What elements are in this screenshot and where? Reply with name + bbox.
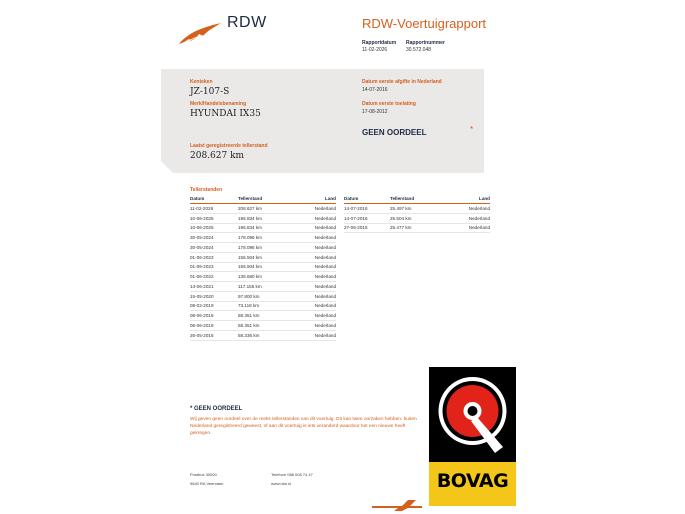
table-header-row bbox=[344, 195, 490, 204]
column-header-odometer: Tellerstand bbox=[390, 195, 438, 204]
cell-date: 10-06-2025 bbox=[190, 213, 238, 223]
cell-odometer: 196.834 km bbox=[238, 213, 286, 223]
cell-date: 06-06-2018 bbox=[190, 321, 238, 331]
note-title: * GEEN OORDEEL bbox=[190, 406, 243, 412]
odometer-table-right bbox=[344, 195, 490, 233]
cell-odometer: 196.834 km bbox=[238, 223, 286, 233]
bovag-text: BOVAG bbox=[436, 470, 509, 492]
model-label: Merk/Handelsbenaming bbox=[190, 101, 247, 107]
note-body: Wij geven geen oordeel over de reeks tellerstanden van dit voertuig. Dit kan twee oorzaken hebben: buiten Nederland geregistreerd geweest, of aan dit voertuig is iets veranderd waardoor het een nieuwe heeft gekregen. bbox=[190, 417, 417, 436]
cell-country: Nederland bbox=[438, 213, 490, 223]
cell-date: 14-07-2016 bbox=[344, 204, 390, 214]
cell-odometer: 58.351 km bbox=[238, 311, 286, 321]
table-row bbox=[190, 204, 336, 214]
report-date-label: Rapportdatum bbox=[362, 40, 397, 46]
cell-odometer: 156.504 km bbox=[238, 262, 286, 272]
odometer-value: 208.627 km bbox=[190, 151, 245, 161]
plate-value: JZ-107-S bbox=[190, 87, 230, 97]
column-header-date: Datum bbox=[190, 195, 238, 204]
footer-city: 9640 RA Veendam bbox=[190, 481, 224, 486]
cell-odometer: 135.680 km bbox=[238, 272, 286, 282]
table-row bbox=[190, 233, 336, 243]
first-nl-label: Datum eerste afgifte in Nederland bbox=[362, 79, 442, 85]
cell-odometer: 178.096 km bbox=[238, 243, 286, 253]
cell-date: 14-06-2021 bbox=[190, 282, 238, 292]
cell-date: 26-05-2018 bbox=[190, 330, 238, 340]
cell-date: 01-06-2023 bbox=[190, 262, 238, 272]
cell-country: Nederland bbox=[286, 282, 336, 292]
cell-odometer: 156.504 km bbox=[238, 252, 286, 262]
table-row bbox=[190, 282, 336, 292]
verdict-text: GEEN OORDEEL bbox=[362, 128, 427, 137]
cell-odometer: 25.477 km bbox=[390, 223, 438, 233]
table-row bbox=[190, 243, 336, 253]
table-row bbox=[190, 262, 336, 272]
table-row bbox=[190, 223, 336, 233]
cell-country: Nederland bbox=[286, 291, 336, 301]
cell-date: 30-05-2024 bbox=[190, 233, 238, 243]
cell-date: 01-06-2023 bbox=[190, 252, 238, 262]
odometer-table-left bbox=[190, 195, 336, 341]
column-header-country: Land bbox=[286, 195, 336, 204]
table-row bbox=[190, 213, 336, 223]
column-header-odometer: Tellerstand bbox=[238, 195, 286, 204]
cell-odometer: 117.155 km bbox=[238, 282, 286, 292]
footer-phone: Telefoon 088 008 74 47 bbox=[271, 472, 313, 477]
first-nl-value: 14-07-2016 bbox=[362, 87, 388, 93]
cell-date: 01-06-2022 bbox=[190, 272, 238, 282]
report-title: RDW-Voertuigrapport bbox=[362, 16, 487, 31]
table-row bbox=[344, 213, 490, 223]
footer-website: www.rdw.nl bbox=[271, 481, 292, 486]
cell-date: 11-02-2026 bbox=[190, 204, 238, 214]
cell-odometer: 97.800 km bbox=[238, 291, 286, 301]
cell-odometer: 178.096 km bbox=[238, 233, 286, 243]
footer-rdw-mark-icon bbox=[372, 498, 424, 512]
cell-country: Nederland bbox=[286, 223, 336, 233]
table-row bbox=[190, 321, 336, 331]
cell-country: Nederland bbox=[286, 330, 336, 340]
table-row bbox=[190, 272, 336, 282]
model-value: HYUNDAI IX35 bbox=[190, 109, 261, 119]
table-header-row bbox=[190, 195, 336, 204]
table-row bbox=[344, 204, 490, 214]
cell-country: Nederland bbox=[286, 252, 336, 262]
cell-country: Nederland bbox=[286, 262, 336, 272]
table-row bbox=[344, 223, 490, 233]
odometer-label: Laatst geregistreerde tellerstand bbox=[190, 143, 268, 149]
verdict-star: * bbox=[470, 125, 474, 134]
cell-odometer: 25.497 km bbox=[390, 204, 438, 214]
report-number-value: 30.572.048 bbox=[406, 47, 432, 53]
column-header-date: Datum bbox=[344, 195, 390, 204]
footer-postbus: Postbus 30000 bbox=[190, 472, 217, 477]
table-row bbox=[190, 330, 336, 340]
cell-country: Nederland bbox=[286, 204, 336, 214]
logo-text: RDW bbox=[227, 14, 267, 31]
report-date-value: 11-02-2026 bbox=[362, 47, 388, 53]
bovag-emblem-icon bbox=[429, 367, 516, 462]
table-row bbox=[190, 311, 336, 321]
cell-country: Nederland bbox=[286, 213, 336, 223]
cell-date: 15-05-2020 bbox=[190, 291, 238, 301]
cell-country: Nederland bbox=[286, 311, 336, 321]
report-number-label: Rapportnummer bbox=[406, 40, 445, 46]
cell-country: Nederland bbox=[286, 233, 336, 243]
cell-country: Nederland bbox=[286, 272, 336, 282]
cell-country: Nederland bbox=[438, 223, 490, 233]
cell-date: 30-05-2024 bbox=[190, 243, 238, 253]
cell-odometer: 208.627 km bbox=[238, 204, 286, 214]
bovag-badge bbox=[429, 367, 516, 506]
cell-odometer: 58.336 km bbox=[238, 330, 286, 340]
cell-date: 10-06-2025 bbox=[190, 223, 238, 233]
odometer-table-title: Tellerstanden bbox=[190, 187, 223, 193]
cell-odometer: 58.351 km bbox=[238, 321, 286, 331]
cell-country: Nederland bbox=[438, 204, 490, 214]
cell-odometer: 25.504 km bbox=[390, 213, 438, 223]
table-row bbox=[190, 291, 336, 301]
first-admission-value: 17-08-2012 bbox=[362, 109, 388, 115]
cell-date: 27-06-2016 bbox=[344, 223, 390, 233]
table-row bbox=[190, 301, 336, 311]
first-admission-label: Datum eerste toelating bbox=[362, 101, 416, 107]
cell-odometer: 73.118 km bbox=[238, 301, 286, 311]
table-row bbox=[190, 252, 336, 262]
cell-country: Nederland bbox=[286, 301, 336, 311]
cell-country: Nederland bbox=[286, 243, 336, 253]
column-header-country: Land bbox=[438, 195, 490, 204]
cell-country: Nederland bbox=[286, 321, 336, 331]
cell-date: 08-06-2018 bbox=[190, 311, 238, 321]
cell-date: 08-02-2019 bbox=[190, 301, 238, 311]
cell-date: 14-07-2016 bbox=[344, 213, 390, 223]
plate-label: Kenteken bbox=[190, 79, 213, 85]
rdw-logo-icon bbox=[177, 20, 223, 46]
